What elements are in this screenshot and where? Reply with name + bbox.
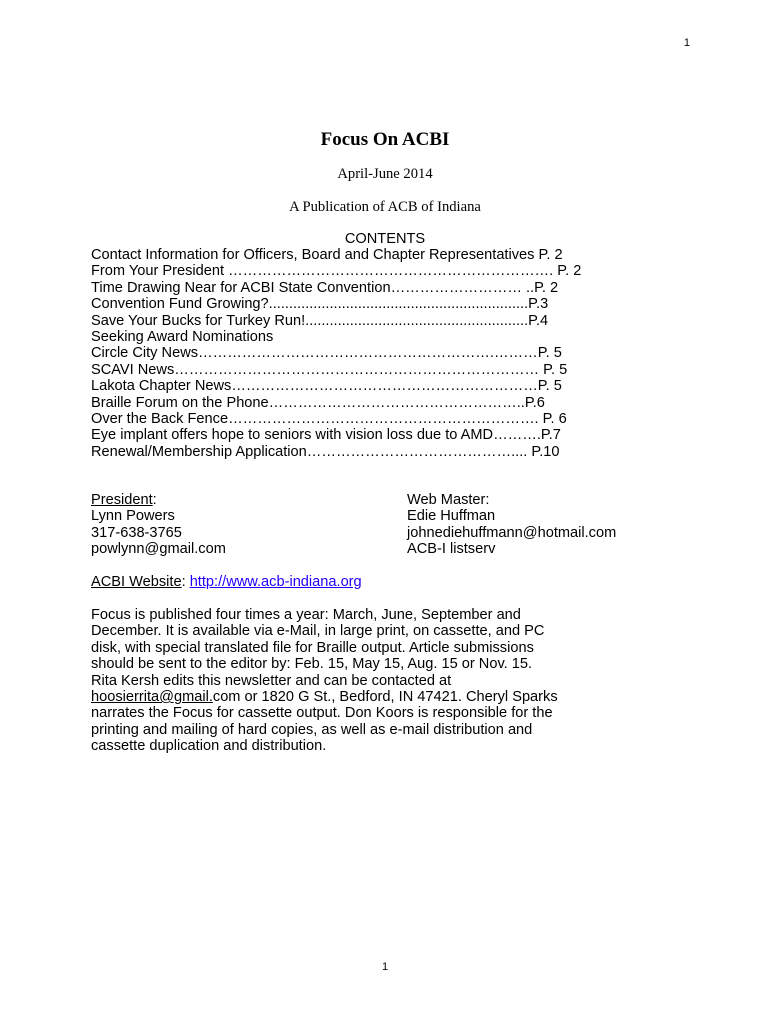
- issue-date: April-June 2014: [337, 166, 433, 182]
- paragraph-line: Focus is published four times a year: March, June, September and: [91, 607, 521, 623]
- toc-item: Time Drawing Near for ACBI State Convention……………………… ..P. 2: [91, 279, 559, 296]
- toc-item: Over the Back Fence………………………………………………………. P. 6: [91, 411, 567, 428]
- toc-item: Renewal/Membership Application…………………………………….... P.10: [91, 443, 560, 460]
- newsletter-title: Focus On ACBI: [320, 129, 450, 150]
- president-colon: :: [152, 492, 157, 508]
- webmaster-name: Edie Huffman: [407, 508, 496, 525]
- publication-info-paragraph: [91, 607, 691, 755]
- website-label: ACBI Website: [91, 574, 182, 590]
- paragraph-line: narrates the Focus for cassette output. Don Koors is responsible for the: [91, 705, 553, 722]
- website-link[interactable]: http://www.acb-indiana.org: [189, 574, 362, 590]
- toc-item: Contact Information for Officers, Board and Chapter Representatives P. 2: [91, 247, 563, 263]
- publication-line: A Publication of ACB of Indiana: [289, 199, 481, 215]
- paragraph-text: com or 1820 G St., Bedford, IN 47421. Cheryl Sparks: [212, 689, 558, 706]
- contents-heading: CONTENTS: [344, 231, 426, 247]
- toc-item: Braille Forum on the Phone……………………………………………..P.6: [91, 394, 545, 411]
- paragraph-line: December. It is available via e-Mail, in large print, on cassette, and PC: [91, 623, 545, 640]
- president-label: President: [91, 492, 153, 508]
- webmaster-email: johnediehuffmann@hotmail.com: [407, 524, 617, 541]
- footer-page-number: 1: [381, 961, 389, 973]
- webmaster-listserv: ACB-I listserv: [407, 541, 496, 558]
- editor-email[interactable]: hoosierrita@gmail.: [91, 689, 213, 706]
- webmaster-contact: [407, 492, 707, 558]
- toc-item: Convention Fund Growing?................................................................P.3: [91, 296, 549, 313]
- toc-item: Circle City News…………………………………………………….………P. 5: [91, 345, 562, 362]
- president-phone: 317-638-3765: [91, 524, 182, 541]
- website-separator: :: [181, 574, 190, 590]
- paragraph-line: should be sent to the editor by: Feb. 15, May 15, Aug. 15 or Nov. 15.: [91, 656, 533, 673]
- paragraph-line: Rita Kersh edits this newsletter and can be contacted at: [91, 672, 452, 689]
- table-of-contents: [91, 247, 691, 460]
- toc-item: Eye implant offers hope to seniors with vision loss due to AMD……….P.7: [91, 427, 561, 444]
- toc-item: Seeking Award Nominations: [91, 329, 274, 346]
- paragraph-line: printing and mailing of hard copies, as well as e-mail distribution and: [91, 721, 533, 738]
- paragraph-line: disk, with special translated file for Braille output. Article submissions: [91, 639, 534, 656]
- paragraph-line: [91, 689, 691, 705]
- webmaster-label: Web Master:: [407, 492, 490, 508]
- toc-item: From Your President …………………………………………………………. P. 2: [91, 263, 582, 280]
- toc-item: SCAVI News………………………………………………………………… P. 5: [91, 361, 568, 378]
- president-heading: [91, 492, 391, 508]
- president-contact: [91, 492, 391, 558]
- president-name: Lynn Powers: [91, 508, 175, 525]
- toc-item: Save Your Bucks for Turkey Run!.......................................................P.4: [91, 312, 549, 329]
- paragraph-line: cassette duplication and distribution.: [91, 738, 327, 755]
- toc-item: Lakota Chapter News………………………………………………………P. 5: [91, 378, 562, 395]
- website-line: [91, 574, 691, 590]
- header-page-number: 1: [683, 37, 690, 49]
- president-email: powlynn@gmail.com: [91, 541, 226, 558]
